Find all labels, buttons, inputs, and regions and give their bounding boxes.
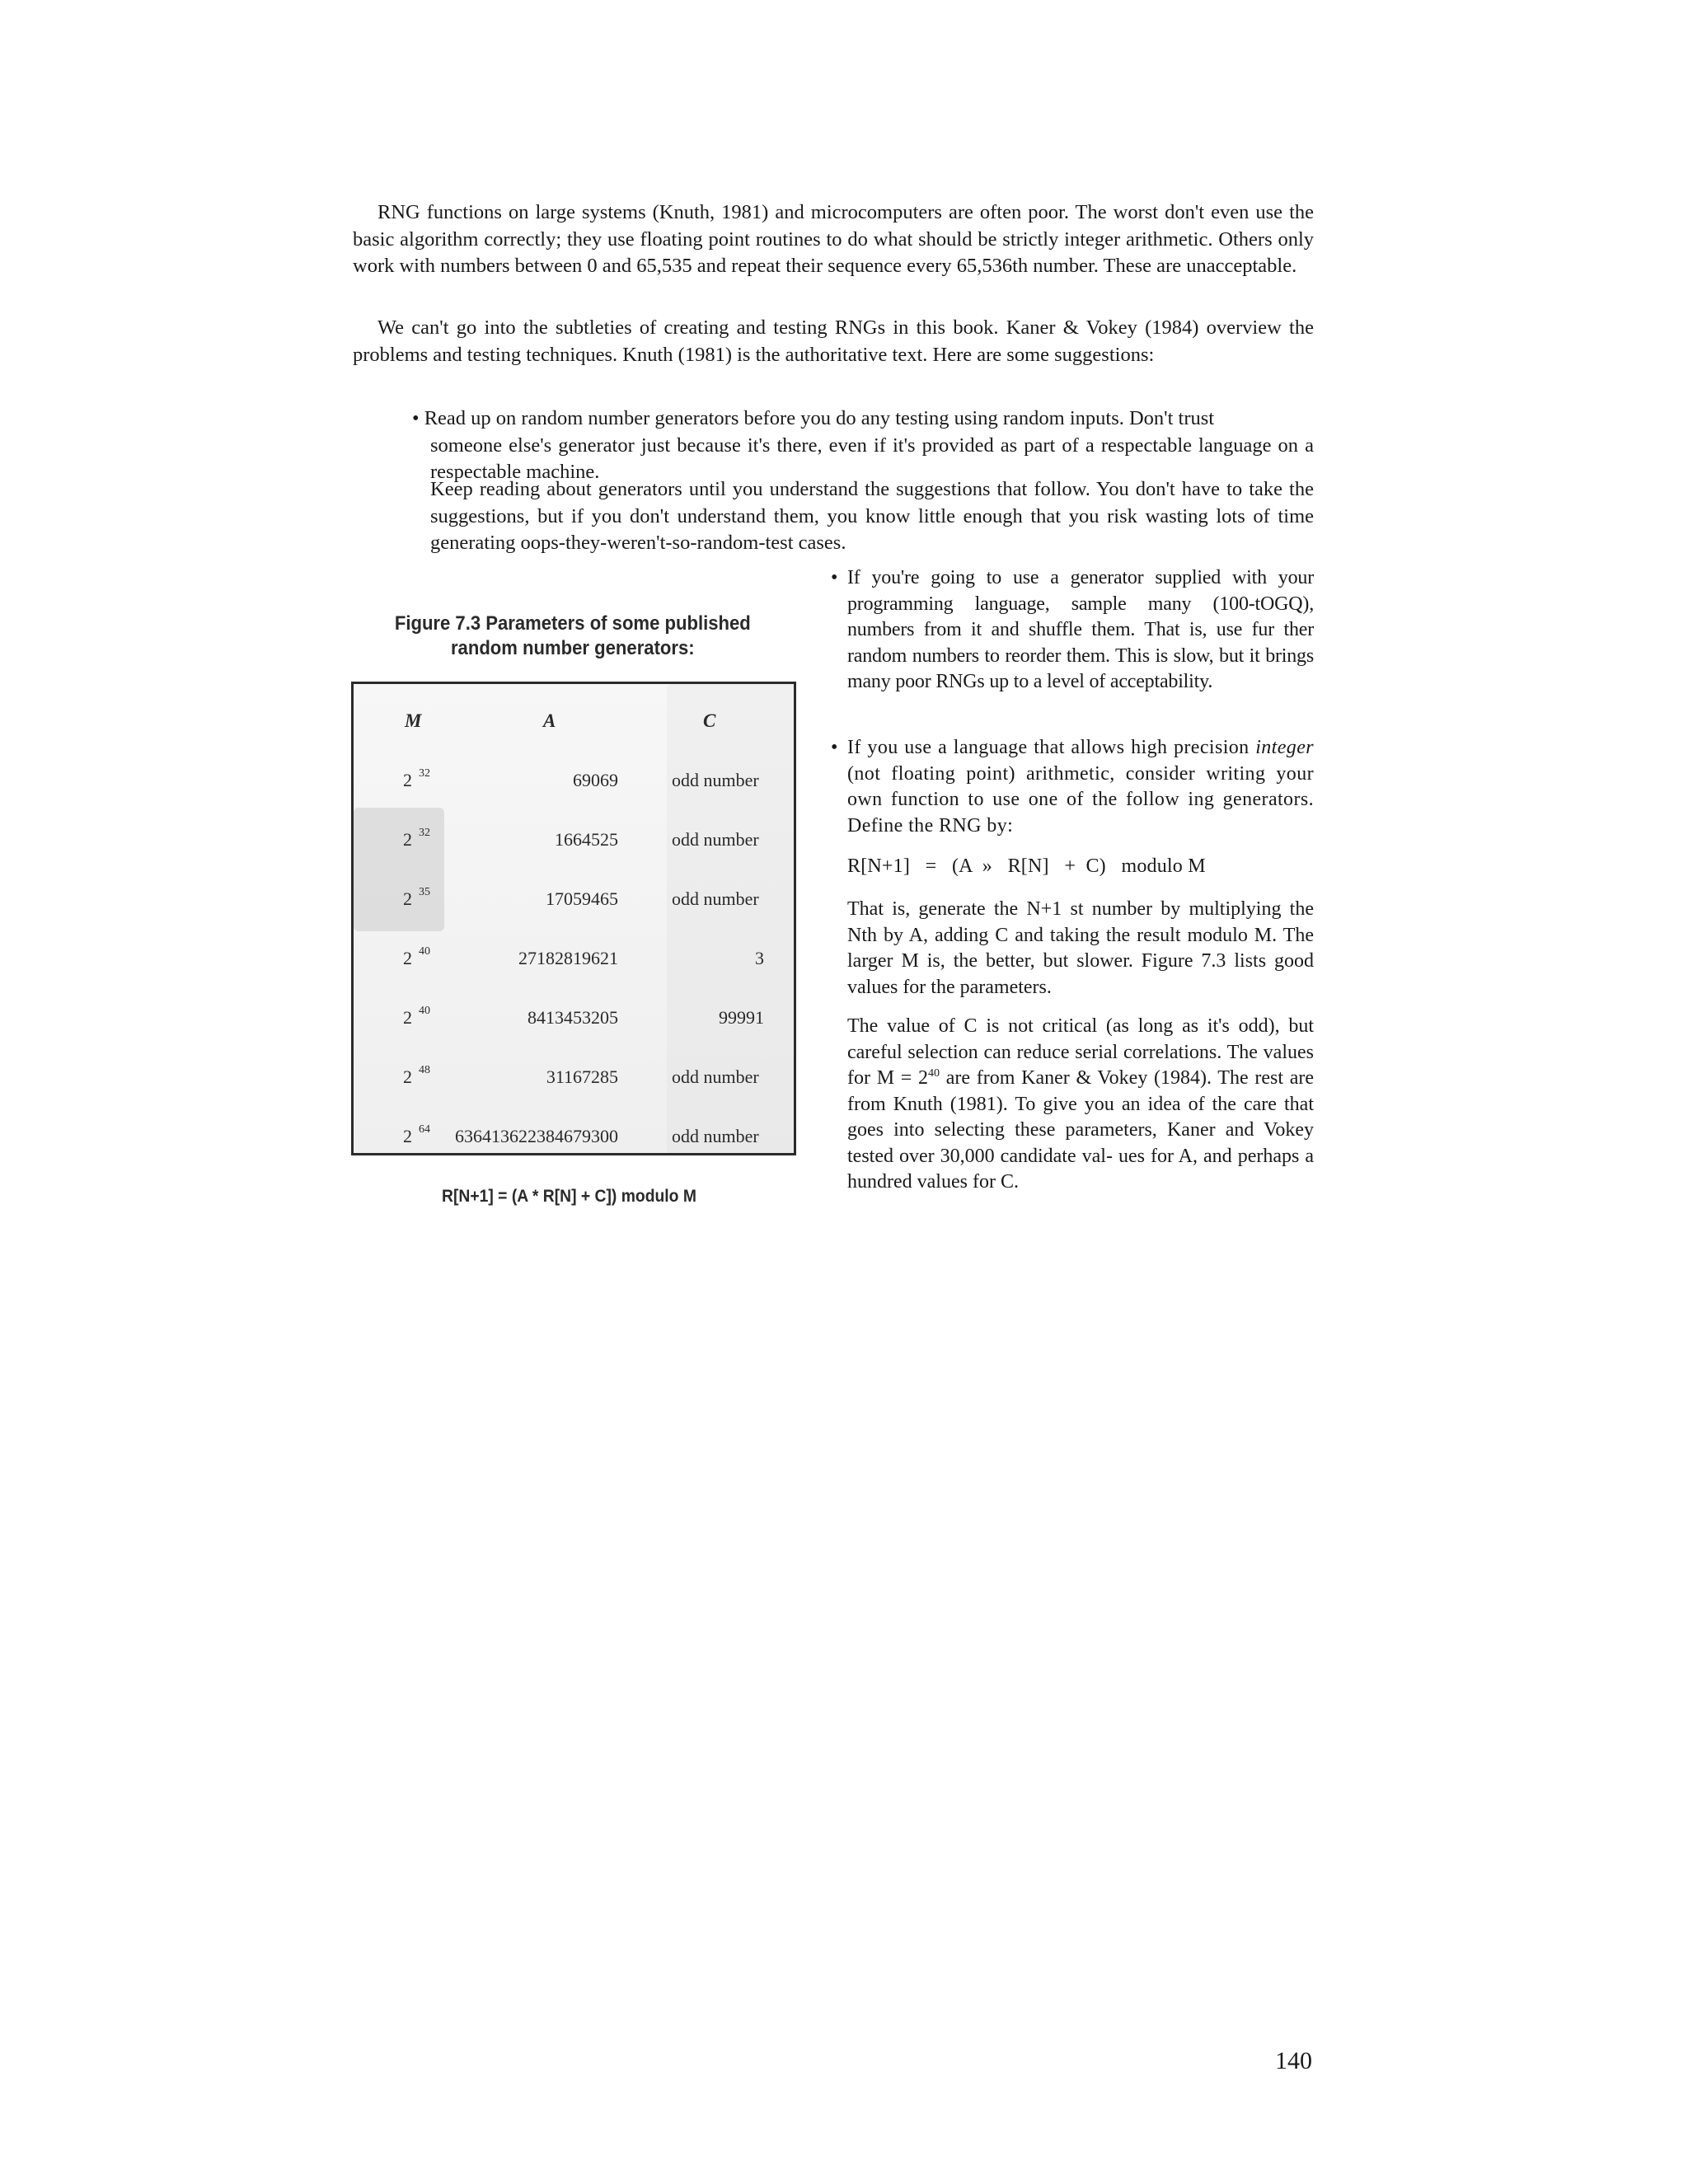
bullet-read-up-first-text: Read up on random number generators before you do any testing using random inputs. Don't trust — [424, 407, 1215, 429]
table-cell-m: 2 $^{40}$ — [403, 945, 430, 968]
table-cell-c: odd number — [672, 829, 759, 850]
figure-caption-formula: R[N+1] = (A * R[N] + C]) modulo M — [442, 1187, 696, 1206]
table-cell-m: 2 $^{35}$ — [403, 886, 430, 909]
figure-title-line2: random number generators: — [450, 637, 695, 659]
paragraph-rng-quality: RNG functions on large systems (Knuth, 1981) and microcomputers are often poor. The worst don't even use the basic algorithm correctly; they use floating point routines to do what should be strictly integer arithmetic. Others only work with numbers between 0 and 65,535 and repeat their sequence every 65,536th number. These are unacceptable. — [353, 201, 1314, 277]
table-header-c: C — [703, 710, 716, 731]
table-cell-a: 31167285 — [546, 1066, 618, 1087]
paragraph-value-of-c — [847, 1014, 1314, 1196]
paragraph-keep-reading: Keep reading about generators until you understand the suggestions that follow. You don't have to take the suggestions, but if you don't understand them, you know little enough that you risk wasting lots of time generating oops-they-weren't-so-random-test cases. — [430, 478, 1314, 554]
figure-parameter-table — [351, 682, 796, 1155]
paragraph-rng-references: We can't go into the subtleties of creating and testing RNGs in this book. Kaner & Vokey (1984) overview the problems and testing techniques. Knuth (1981) is the authoritative text. Here are some suggestions: — [353, 316, 1314, 366]
table-cell-c: odd number — [672, 1126, 759, 1146]
figure-title — [391, 612, 755, 661]
bullet-shuffle-numbers — [831, 565, 1314, 696]
bullet-mark: • — [831, 567, 838, 588]
page-number: 140 — [1275, 2047, 1312, 2074]
table-cell-a: 1664525 — [555, 829, 618, 850]
bullet-read-up-rest: someone else's generator just because it's there, even if it's provided as part of a respectable language on a respectable machine. — [430, 434, 1314, 483]
table-cell-a: 8413453205 — [528, 1007, 618, 1028]
table-cell-a: 27182819621 — [518, 948, 618, 968]
bullet-mark: • — [831, 737, 838, 758]
bullet-read-up-first-line — [412, 405, 1314, 433]
scan-smudge — [354, 808, 444, 931]
figure-title-line1: Figure 7.3 Parameters of some published — [394, 612, 751, 635]
table-cell-c: odd number — [672, 770, 759, 790]
table-header-a: A — [543, 710, 556, 731]
table-cell-m: 2 $^{32}$ — [403, 767, 430, 790]
table-cell-m: 2 $^{64}$ — [403, 1123, 430, 1146]
table-header-m: M — [405, 710, 422, 731]
table-cell-a: 17059465 — [546, 888, 618, 909]
bullet-shuffle-text: If you're going to use a generator supplied with your programming language, sample many (100-tOGQ), numbers from it and shuffle them. That is, use fur ther random numbers to reorder them. This is slow, but it brings many poor RNGs up to a level of acceptability. — [847, 567, 1314, 692]
table-cell-a: 69069 — [573, 770, 618, 790]
bullet-mark: • — [412, 407, 420, 429]
bullet-high-precision-em: integer — [1255, 737, 1314, 758]
paragraph-value-of-c-pre: The value of C is not critical (as long as it's odd), but careful selection can reduce serial correlations. The values for M = 2 — [847, 1015, 1314, 1089]
table-cell-c: 99991 — [719, 1007, 764, 1028]
bullet-read-up — [412, 405, 1314, 486]
table-cell-a: 636413622384679300 — [455, 1126, 618, 1146]
bullet-high-precision-pre: If you use a language that allows high precision — [847, 737, 1256, 758]
table-cell-c: odd number — [672, 1066, 759, 1087]
table-cell-c: odd number — [672, 888, 759, 909]
bullet-high-precision — [831, 735, 1314, 839]
table-cell-m: 2 $^{32}$ — [403, 827, 430, 850]
paragraph-generate-nth: That is, generate the N+1 st number by multiplying the Nth by A, adding C and taking the result modulo M. The larger M is, the better, but slower. Figure 7.3 lists good values for the parameters. — [847, 898, 1314, 998]
paragraph-value-of-c-post: are from Kaner & Vokey (1984). The rest are from Knuth (1981). To give you an idea of the care that goes into selecting these parameters, Kaner and Vokey tested over 30,000 candidate val- ues for A, and perhaps a hundred values for C. — [847, 1067, 1314, 1193]
bullet-high-precision-post: (not floating point) arithmetic, consider writing your own function to use one of the follow ing generators. Define the RNG by: — [847, 762, 1314, 837]
table-cell-m: 2 $^{48}$ — [403, 1064, 430, 1087]
table-cell-m: 2 $^{40}$ — [403, 1005, 430, 1028]
table-cell-c: 3 — [755, 948, 764, 968]
rng-formula: R[N+1] = (A » R[N] + C) modulo M — [847, 855, 1206, 877]
exponent-40: 40 — [928, 1067, 940, 1080]
